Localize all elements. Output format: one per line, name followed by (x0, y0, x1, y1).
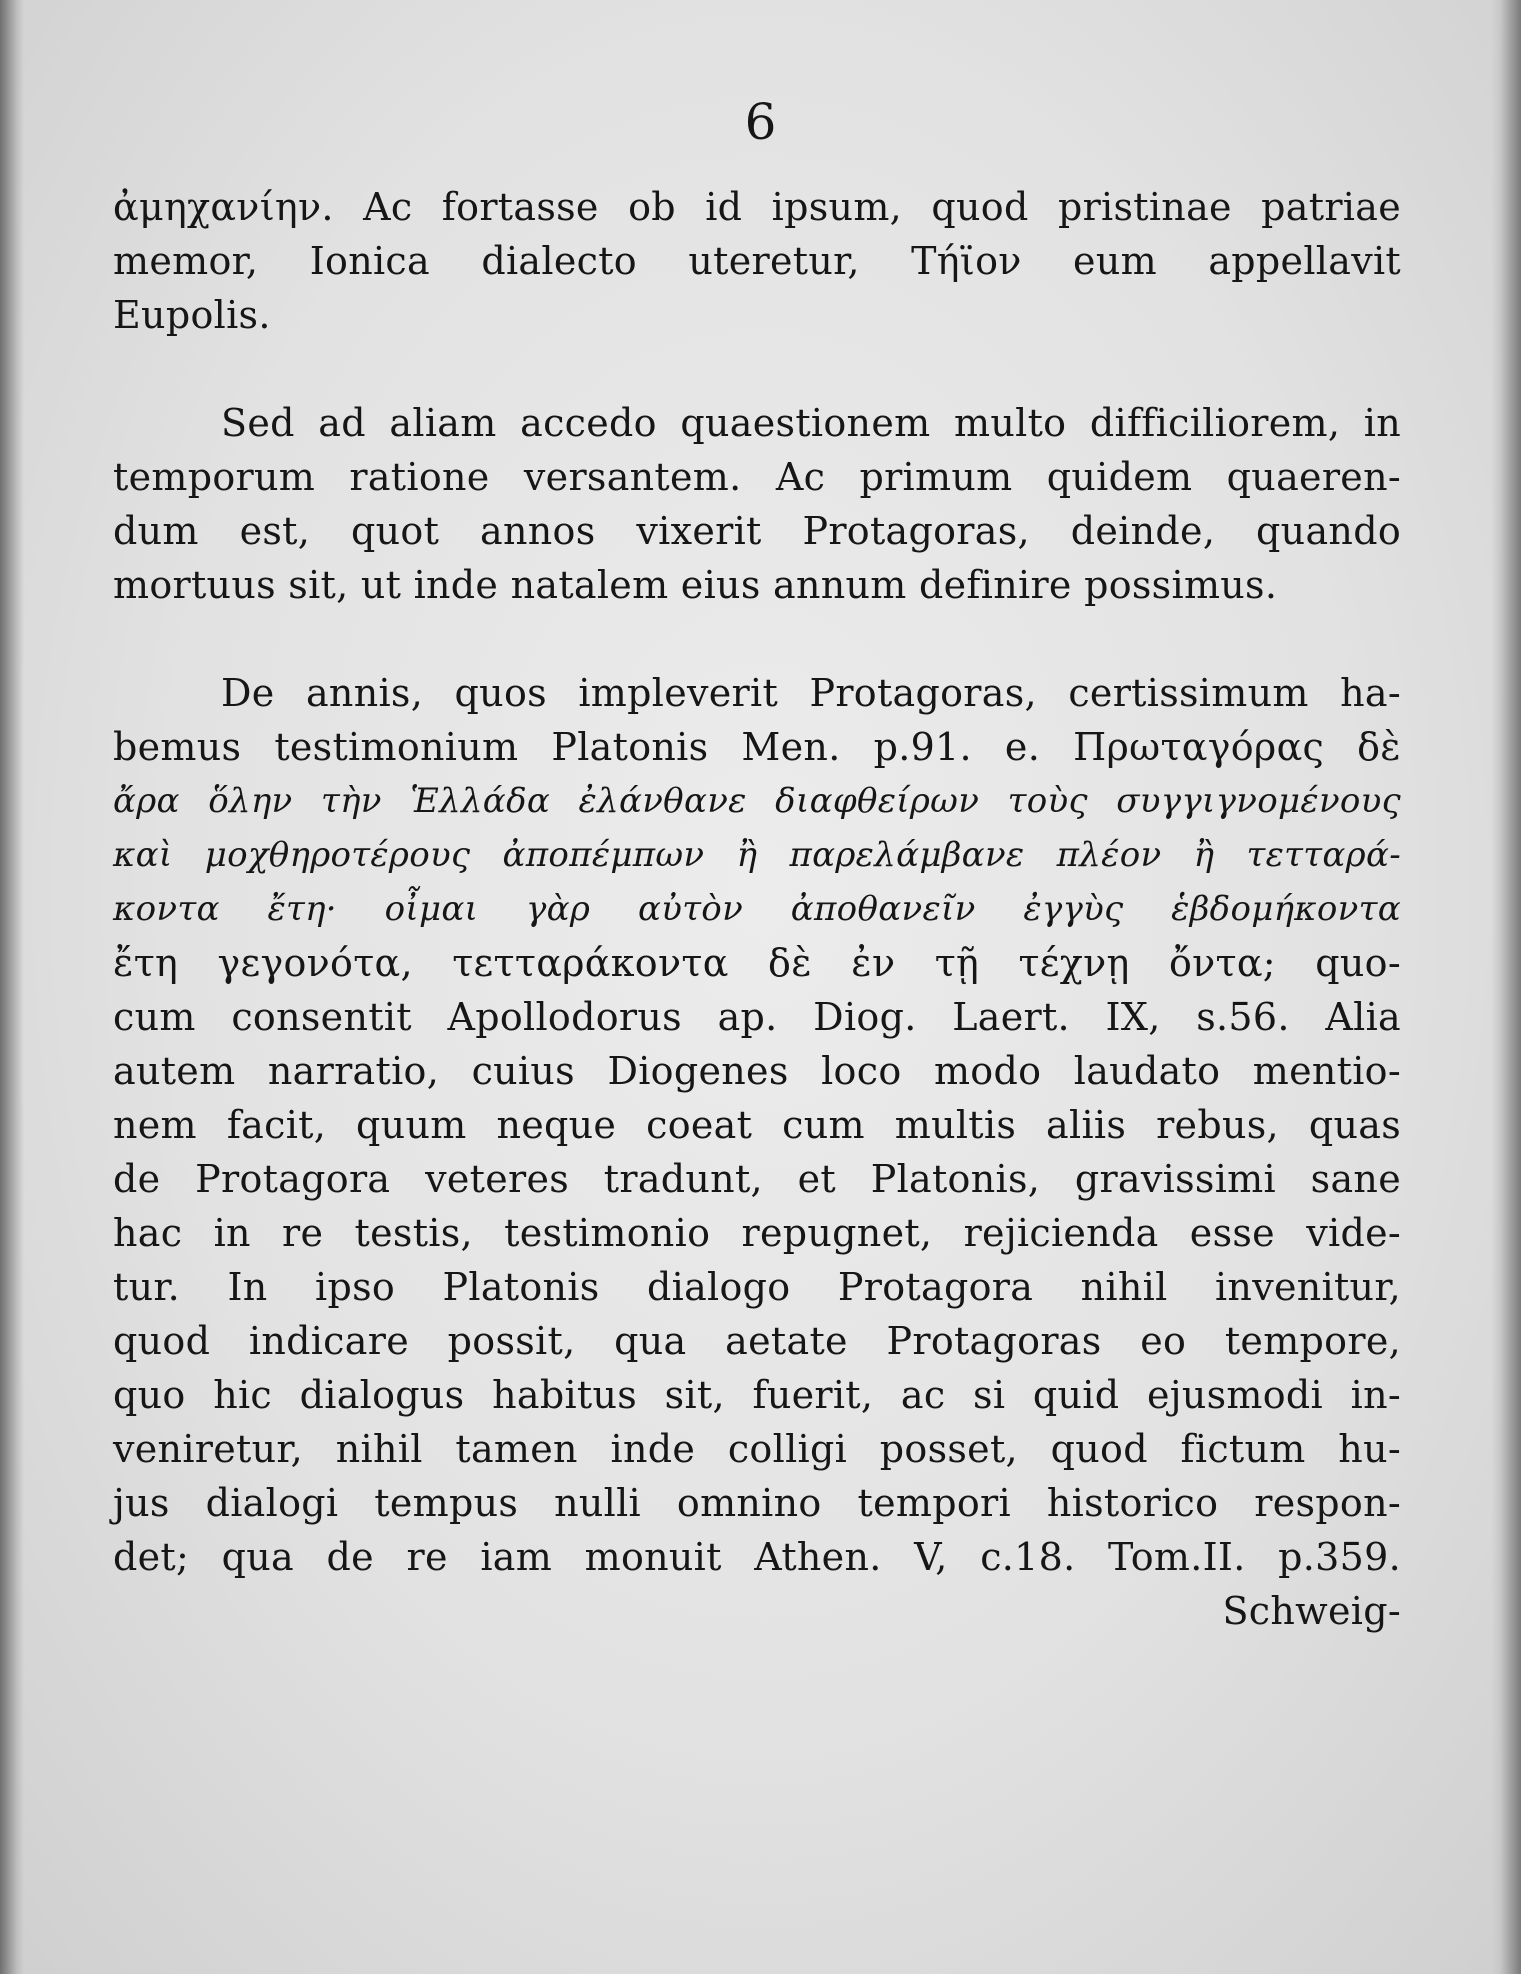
text-line: jus dialogi tempus nulli omnino tempori historico respon- (113, 1481, 1401, 1525)
text-line: de Protagora veteres tradunt, et Platonis, gravissimi sane (113, 1157, 1401, 1201)
text-line: tur. In ipso Platonis dialogo Protagora nihil invenitur, (113, 1265, 1401, 1309)
page-number: 6 (744, 93, 777, 151)
text-line: ἔτη γεγονότα, τετταράκοντα δὲ ἐν τῇ τέχνῃ ὄντα; quo- (113, 941, 1401, 985)
text-line: det; qua de re iam monuit Athen. V, c.18. Tom.II. p.359. (113, 1535, 1401, 1579)
text-line: mortuus sit, ut inde natalem eius annum definire possimus. (113, 563, 1278, 607)
text-line: autem narratio, cuius Diogenes loco modo laudato mentio- (113, 1049, 1401, 1093)
paragraph-gap (113, 342, 1401, 396)
text-line: ἀμηχανίην. Ac fortasse ob id ipsum, quod pristinae patriae (113, 185, 1401, 229)
text-line: nem facit, quum neque coeat cum multis aliis rebus, quas (113, 1103, 1401, 1147)
text-line: hac in re testis, testimonio repugnet, rejicienda esse vide- (113, 1211, 1401, 1255)
text-line: quo hic dialogus habitus sit, fuerit, ac si quid ejusmodi in- (113, 1373, 1401, 1417)
text-line-greek: καὶ μοχθηροτέρους ἀποπέμπων ἢ παρελάμβανε πλέον ἢ τετταρά- (113, 835, 1401, 875)
text-line: De annis, quos impleverit Protagoras, certissimum ha- (221, 671, 1401, 715)
text-line: bemus testimonium Platonis Men. p.91. e. Πρωταγόρας δὲ (113, 725, 1401, 769)
text-line: dum est, quot annos vixerit Protagoras, deinde, quando (113, 509, 1401, 553)
paragraph-gap (113, 612, 1401, 666)
text-line: quod indicare possit, qua aetate Protagoras eo tempore, (113, 1319, 1401, 1363)
page-edge-shadow-left (0, 0, 24, 1974)
catchword: Schweig- (1222, 1589, 1401, 1633)
text-line: cum consentit Apollodorus ap. Diog. Laert. IX, s.56. Alia (113, 995, 1401, 1039)
text-line: Sed ad aliam accedo quaestionem multo difficiliorem, in (221, 401, 1401, 445)
text-line-greek: κοντα ἔτη· οἶμαι γὰρ αὐτὸν ἀποθανεῖν ἐγγὺς ἑβδομήκοντα (113, 889, 1401, 929)
text-line: memor, Ionica dialecto uteretur, Τήϊον eum appellavit (113, 239, 1401, 283)
page-edge-shadow-right (1491, 0, 1521, 1974)
body-text (113, 180, 1401, 1638)
text-line-greek: ἄρα ὅλην τὴν Ἑλλάδα ἐλάνθανε διαφθείρων τοὺς συγγιγνομένους (113, 781, 1401, 821)
text-line: Eupolis. (113, 293, 271, 337)
text-line: veniretur, nihil tamen inde colligi posset, quod fictum hu- (113, 1427, 1401, 1471)
text-line: temporum ratione versantem. Ac primum quidem quaeren- (113, 455, 1401, 499)
